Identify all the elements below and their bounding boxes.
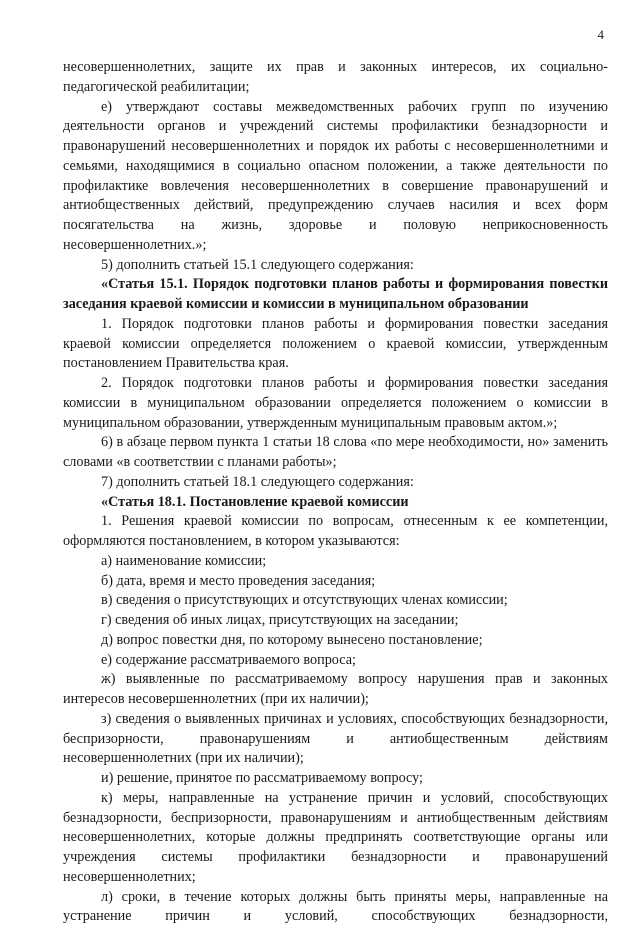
- paragraph: и) решение, принятое по рассматриваемому вопросу;: [63, 769, 608, 789]
- paragraph: л) сроки, в течение которых должны быть приняты меры, направленные на устранение причин и условий, способствующих безнадзорности,: [63, 888, 608, 927]
- page-number: 4: [598, 27, 605, 43]
- paragraph: 7) дополнить статьей 18.1 следующего содержания:: [63, 473, 608, 493]
- paragraph: а) наименование комиссии;: [63, 552, 608, 572]
- paragraph: б) дата, время и место проведения заседания;: [63, 572, 608, 592]
- paragraph: е) содержание рассматриваемого вопроса;: [63, 651, 608, 671]
- paragraph: к) меры, направленные на устранение причин и условий, способствующих безнадзорности, беспризорности, правонарушениям и антиобщественным действиям несовершеннолетних, которые должны предпринять соответствующие органы или учреждения системы профилактики безнадзорности и правонарушений несовершеннолетних;: [63, 789, 608, 888]
- paragraph: д) вопрос повестки дня, по которому вынесено постановление;: [63, 631, 608, 651]
- paragraph: несовершеннолетних, защите их прав и законных интересов, их социально-педагогической реабилитации;: [63, 58, 608, 98]
- document-body: [63, 58, 608, 927]
- paragraph: г) сведения об иных лицах, присутствующих на заседании;: [63, 611, 608, 631]
- paragraph: з) сведения о выявленных причинах и условиях, способствующих безнадзорности, беспризорности, правонарушениям и антиобщественным действиям несовершеннолетних (при их наличии);: [63, 710, 608, 769]
- paragraph: 1. Порядок подготовки планов работы и формирования повестки заседания краевой комиссии определяется положением о краевой комиссии, утвержденным постановлением Правительства края.: [63, 315, 608, 374]
- paragraph: в) сведения о присутствующих и отсутствующих членах комиссии;: [63, 591, 608, 611]
- paragraph: е) утверждают составы межведомственных рабочих групп по изучению деятельности органов и учреждений системы профилактики безнадзорности и правонарушений несовершеннолетних и порядок их работы с несовершеннолетними и семьями, находящимися в социально опасном положении, а также деятельности по профилактике вовлечения несовершеннолетних в совершение правонарушений и антиобщественных действий, предупреждению случаев насилия и всех форм посягательства на жизнь, здоровье и половую неприкосновенность несовершеннолетних.»;: [63, 98, 608, 256]
- paragraph: 6) в абзаце первом пункта 1 статьи 18 слова «по мере необходимости, но» заменить словами «в соответствии с планами работы»;: [63, 433, 608, 473]
- paragraph: 2. Порядок подготовки планов работы и формирования повестки заседания комиссии в муниципальном образовании определяется положением о комиссии в муниципальном образовании, утвержденным муниципальным правовым актом.»;: [63, 374, 608, 433]
- article-heading: «Статья 18.1. Постановление краевой комиссии: [63, 493, 608, 513]
- paragraph: 1. Решения краевой комиссии по вопросам, отнесенным к ее компетенции, оформляются постановлением, в котором указываются:: [63, 512, 608, 552]
- article-heading: «Статья 15.1. Порядок подготовки планов работы и формирования повестки заседания краевой комиссии и комиссии в муниципальном образовании: [63, 275, 608, 315]
- paragraph: ж) выявленные по рассматриваемому вопросу нарушения прав и законных интересов несовершеннолетних (при их наличии);: [63, 670, 608, 710]
- paragraph: 5) дополнить статьей 15.1 следующего содержания:: [63, 256, 608, 276]
